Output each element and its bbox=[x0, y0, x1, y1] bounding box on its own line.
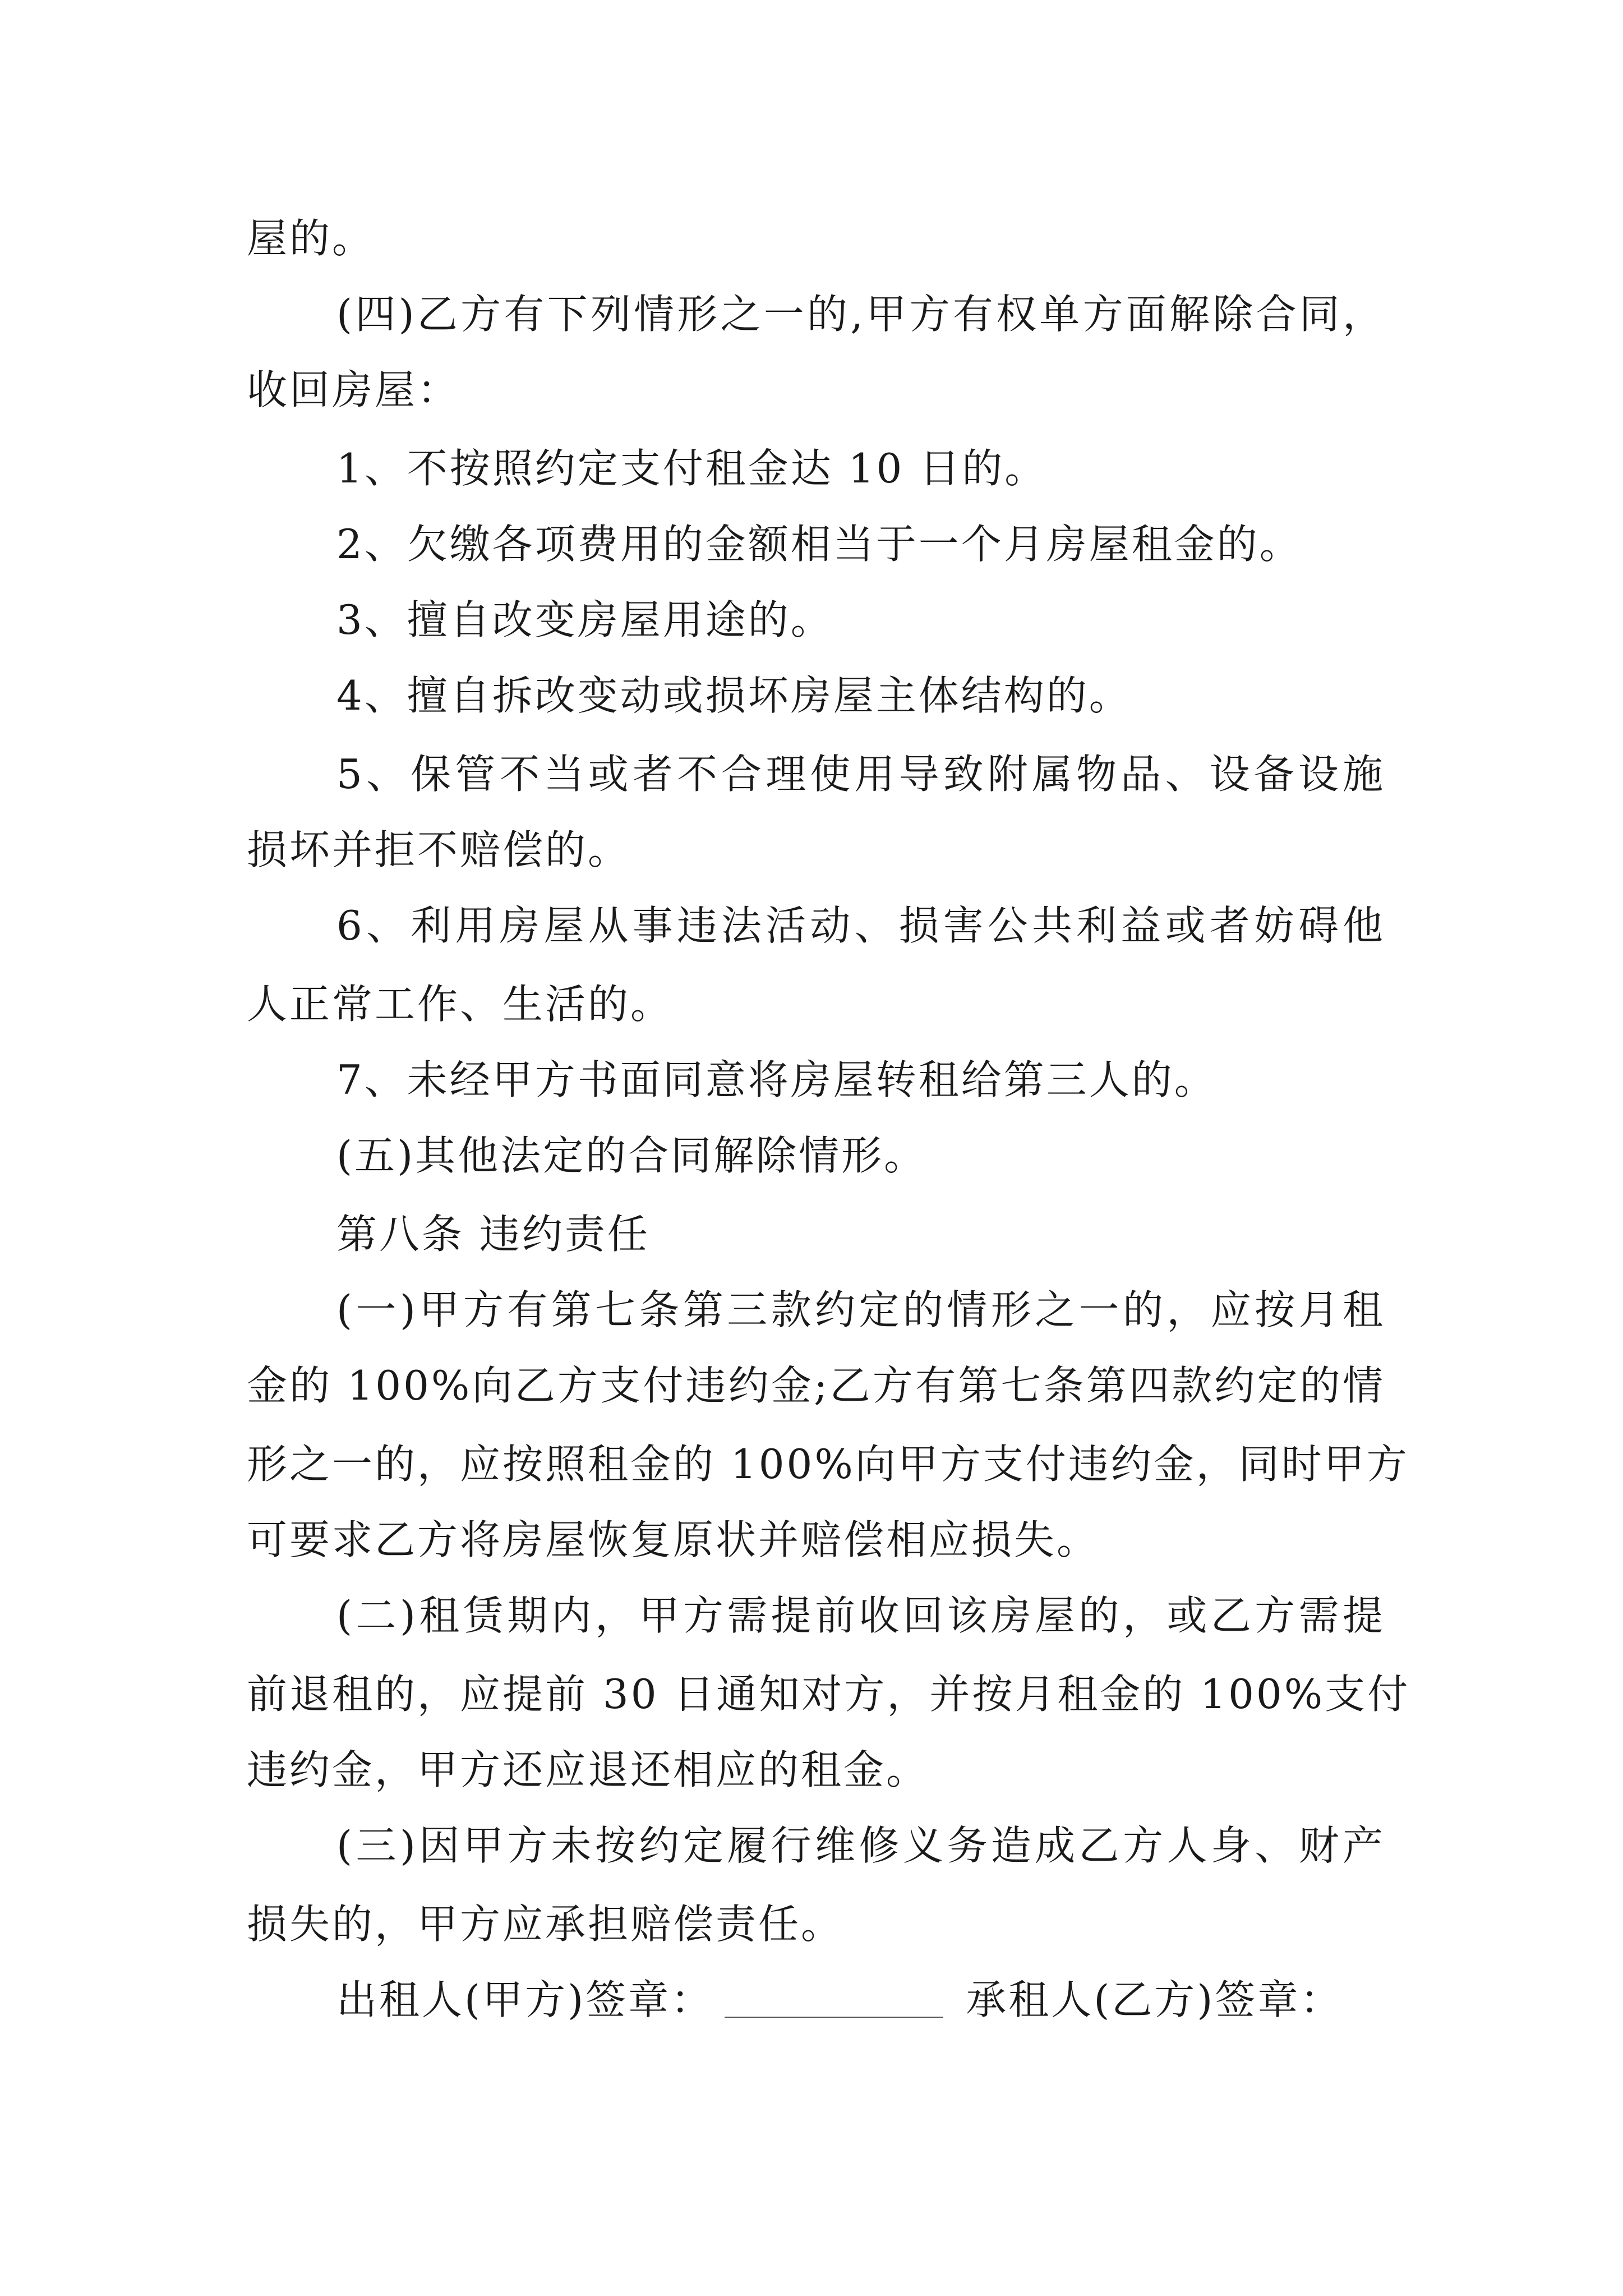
text-line: 7、未经甲方书面同意将房屋转租给第三人的。 bbox=[336, 1056, 1217, 1103]
text-line: 1、不按照约定支付租金达 10 日的。 bbox=[336, 445, 1048, 492]
text-line: 金的 100%向乙方支付违约金;乙方有第七条第四款约定的情 bbox=[247, 1362, 1385, 1409]
text-line: 前退租的，应提前 30 日通知对方，并按月租金的 100%支付 bbox=[247, 1671, 1410, 1718]
text-line: 违约金，甲方还应退还相应的租金。 bbox=[247, 1746, 929, 1793]
text-line: 可要求乙方将房屋恢复原状并赔偿相应损失。 bbox=[247, 1516, 1100, 1563]
text-line: 形之一的，应按照租金的 100%向甲方支付违约金，同时甲方 bbox=[247, 1441, 1409, 1488]
lessor-signature-label: 出租人(甲方)签章： bbox=[336, 1976, 714, 2023]
lessee-signature-label: 承租人(乙方)签章： bbox=[966, 1976, 1343, 2023]
text-line: (五)其他法定的合同解除情形。 bbox=[336, 1132, 927, 1179]
text-line: 收回房屋： bbox=[247, 366, 460, 413]
text-line: (二)租赁期内，甲方需提前收回该房屋的，或乙方需提 bbox=[336, 1592, 1385, 1639]
text-line: 2、欠缴各项费用的金额相当于一个月房屋租金的。 bbox=[336, 521, 1302, 568]
text-line: (三)因甲方未按约定履行维修义务造成乙方人身、财产 bbox=[336, 1822, 1385, 1869]
text-line: (一)甲方有第七条第三款约定的情形之一的，应按月租 bbox=[336, 1286, 1385, 1333]
text-line: 损坏并拒不赔偿的。 bbox=[247, 826, 631, 873]
text-line: 损失的，甲方应承担赔偿责任。 bbox=[247, 1901, 844, 1948]
text-line: 人正常工作、生活的。 bbox=[247, 981, 674, 1028]
text-line: 5、保管不当或者不合理使用导致附属物品、设备设施 bbox=[336, 751, 1385, 798]
lessor-signature-blank[interactable] bbox=[725, 1972, 943, 2018]
section-heading: 第八条 违约责任 bbox=[336, 1211, 650, 1258]
text-line: 4、擅自拆改变动或损坏房屋主体结构的。 bbox=[336, 672, 1132, 719]
text-line: 6、利用房屋从事违法活动、损害公共利益或者妨碍他 bbox=[336, 902, 1385, 949]
text-line: (四)乙方有下列情形之一的,甲方有权单方面解除合同， bbox=[336, 291, 1385, 338]
text-line: 屋的。 bbox=[247, 215, 375, 262]
signature-row bbox=[336, 1972, 1385, 2028]
text-line: 3、擅自改变房屋用途的。 bbox=[336, 596, 833, 643]
